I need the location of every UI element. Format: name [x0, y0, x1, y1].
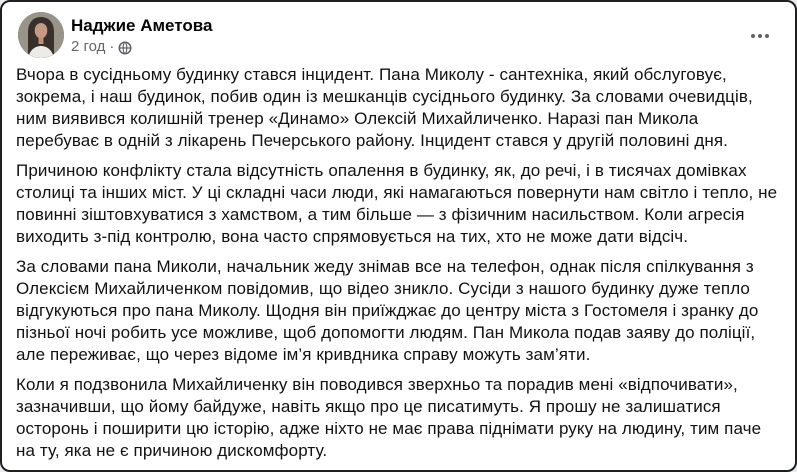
globe-icon: [118, 41, 132, 55]
post-paragraph: Причиною конфлікту стала відсутність опалення в будинку, як, до речі, і в тисячах домівках столиці та інших міст. У ці складні часи люди, які намагаються повернути нам світло і тепло, не повинні зіштовхуватися з хамством, а тим більше — з фізичним насильством. Коли агресія виходить з-під контролю, вона часто спрямовується на тих, хто не може дати відсіч.: [16, 161, 778, 246]
header-meta: [71, 12, 743, 56]
avatar[interactable]: [18, 12, 64, 58]
avatar-portrait-icon: [18, 12, 64, 58]
more-options-button[interactable]: [743, 20, 777, 52]
timestamp[interactable]: 2 год: [71, 38, 106, 55]
post-body: [2, 58, 795, 462]
separator-dot: ·: [109, 38, 115, 55]
post-paragraph: За словами пана Миколи, начальник жеду знімав все на телефон, однак після спілкування з Олексієм Михайличенком повідомив, що відео зникло. Сусіди з нашого будинку дуже тепло відгукуються про пана Миколу. Щодня він приїжджає до центру міста з Гостомеля і зранку до пізньої ночі робить усе можливе, щоб допомогти людям. Пан Микола подав заяву до поліції, але переживає, що через відоме ім’я кривдника справу можуть зам’яти.: [16, 257, 759, 364]
post-subtitle: [71, 38, 743, 56]
post-paragraph: Вчора в сусідньому будинку стався інцидент. Пана Миколу - сантехніка, який обслуговує, зокрема, і наш будинок, побив один із мешканців сусіднього будинку. За словами очевидців, ним виявився колишній тренер «Динамо» Олексій Михайличенко. Наразі пан Микола перебуває в одній з лікарень Печерського району. Інцидент стався у другій половині дня.: [16, 65, 753, 150]
more-options-dot: [758, 34, 762, 38]
post-paragraph: Коли я подзвонила Михайличенку він поводився зверхньо та порадив мені «відпочивати», зазначивши, що йому байдуже, навіть якщо про це писатимуть. Я прошу не залишатися осторонь і поширити цю історію, адже ніхто не має права піднімати руку на людину, тим паче на ту, яка не є причиною дискомфорту.: [16, 375, 762, 460]
post-header: [2, 2, 795, 58]
more-options-dot: [751, 34, 755, 38]
author-name[interactable]: Наджие Аметова: [71, 16, 213, 35]
more-options-dot: [765, 34, 769, 38]
